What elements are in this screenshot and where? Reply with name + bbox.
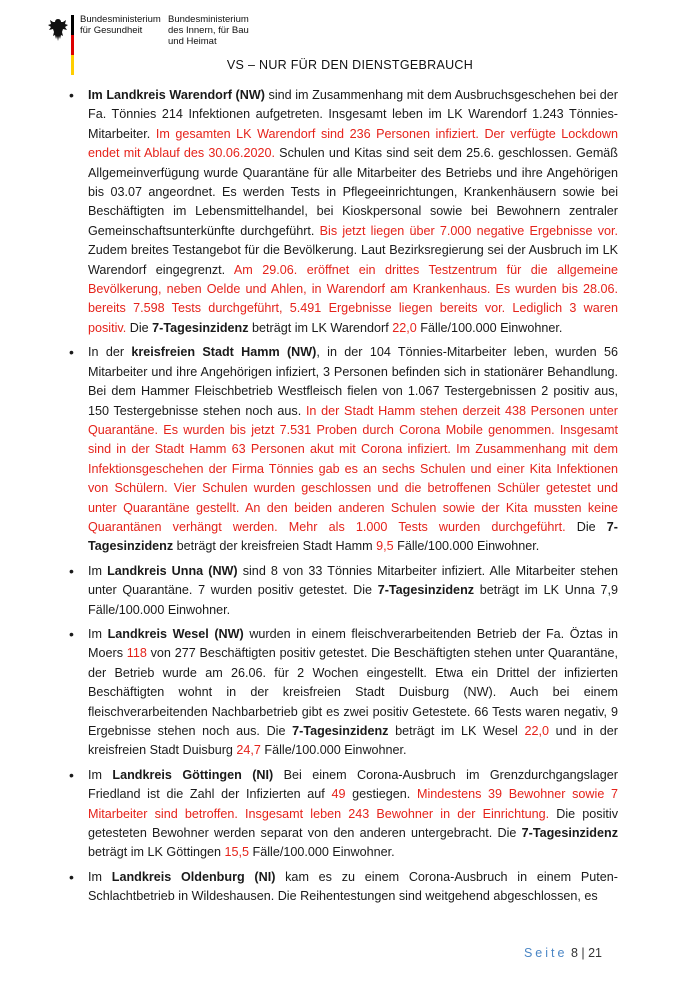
page-footer: Seite 8 | 21	[523, 946, 602, 960]
ministry-health-line2: für Gesundheit	[80, 25, 143, 36]
body-text: wurden in einem fleischverarbeitenden Betrieb der Fa. Öztas in Moers	[88, 626, 618, 661]
bold-text: 7-Tagesinzidenz	[377, 583, 475, 598]
page-number: 8	[570, 946, 578, 960]
ministry-interior-line3: und Heimat	[168, 36, 217, 47]
ministry-interior-line1: Bundesministerium	[168, 14, 249, 25]
flag-red	[71, 35, 74, 55]
body-text: Schulen und Kitas sind seit dem 25.6. geschlossen. Gemäß Allgemeinverfügung wurde Quarantäne für alle Mitarbeiter des Betriebs und ihre Angehörigen bis 03.07 angeordnet. Es werden Tests in Pflegeeinrichtungen, Krankenhäusern sowie bei Beschäftigten im Lebensmittelhandel, bei Kioskpersonal sowie bei Bewohnern zentraler Gemeinschaftsunterkünfte durchgeführt.	[88, 146, 619, 238]
bold-text: 7-Tagesinzidenz	[152, 320, 249, 335]
ministry-health-name	[80, 14, 161, 36]
flag-black	[71, 15, 74, 35]
body-text: Fälle/100.000 Einwohner.	[249, 845, 395, 860]
body-text: von 277 Beschäftigten positiv getestet. Die Beschäftigten stehen unter Quarantäne, der Betrieb wurde am 26.06. für 2 Wochen eingestellt. Etwa ein Drittel der infizierten Beschäftigten wohnt in der kreisfreien Stadt Duisburg (NW). Auch bei einem fleischverarbeitenden Nachbarbetrieb gibt es zwei positiv Getestete. 66 Tests waren negativ, 9 Ergebnisse stehen noch aus. Die	[88, 646, 618, 738]
bold-text: Landkreis Wesel (NW)	[107, 626, 244, 641]
bold-text: Im Landkreis Warendorf (NW)	[88, 88, 265, 102]
seite-label: Seite	[523, 946, 568, 960]
bold-text: 7-Tagesinzidenz	[292, 724, 389, 738]
body-text: gestiegen.	[345, 787, 417, 802]
body-text: sind im Zusammenhang mit dem Ausbruchsgeschehen bei der Fa. Tönnies 214 Infektionen aufgetreten. Insgesamt leben im LK Warendorf 1.243 Tönnies-Mitarbeiter.	[88, 88, 618, 141]
bold-text: 7-Tagesinzidenz	[88, 519, 618, 554]
bold-text: kreisfreien Stadt Hamm (NW)	[131, 345, 317, 360]
body-text: und in der kreisfreien Stadt Duisburg	[88, 724, 618, 758]
body-text: beträgt im LK Göttingen	[88, 845, 225, 860]
bullet-item	[88, 868, 618, 907]
body-text: beträgt im LK Warendorf	[248, 320, 393, 335]
highlighted-update-text: 118	[126, 646, 147, 661]
body-text: Im	[88, 563, 108, 578]
ministry-health-line1: Bundesministerium	[80, 14, 161, 25]
report-body	[88, 86, 618, 912]
body-text: beträgt der kreisfreien Stadt Hamm	[173, 539, 377, 554]
body-text: Im	[88, 626, 108, 641]
body-text: Fälle/100.000 Einwohner.	[393, 539, 540, 554]
body-text: Fälle/100.000 Einwohner.	[416, 320, 563, 335]
bullet-item	[88, 766, 618, 863]
highlighted-update-text: Am 29.06. eröffnet ein drittes Testzentrum für die allgemeine Bevölkerung, neben Oelde und Ahlen, in Warendorf am Krankenhaus. Es wurden bis 28.06. bereits 7.598 Tests durchgeführt, 5.491 Ergebnisse liegen bereits vor. Lediglich 3 waren positiv.	[88, 262, 618, 335]
bold-text: 7-Tagesinzidenz	[521, 826, 618, 841]
body-text: Im	[88, 767, 113, 782]
classification-label: VS – NUR FÜR DEN DIENSTGEBRAUCH	[226, 58, 474, 72]
bullet-item	[88, 625, 618, 761]
body-text: beträgt im LK Unna 7,9 Fälle/100.000 Einwohner.	[88, 583, 618, 617]
bullet-item	[88, 86, 618, 338]
highlighted-update-text: 15,5	[224, 845, 250, 860]
body-text: In der	[88, 345, 132, 360]
highlighted-update-text: 22,0	[524, 724, 549, 738]
ministry-interior-line2: des Innern, für Bau	[168, 25, 249, 36]
bold-text: Landkreis Oldenburg (NI)	[111, 869, 276, 884]
highlighted-update-text: 22,0	[392, 320, 417, 335]
body-text: , in der 104 Tönnies-Mitarbeiter leben, wurden 56 Mitarbeiter und ihre Angehörigen infiziert, 3 Personen befinden sich in stationärer Behandlung. Bei dem Hammer Fleischbetrieb Westfleisch fielen von 1.067 Testergebnissen 2 positiv aus, 150 Testergebnisse stehen noch aus.	[88, 345, 618, 418]
highlighted-update-text: 49	[331, 787, 346, 802]
body-text: Fälle/100.000 Einwohner.	[260, 743, 407, 758]
highlighted-update-text: Im gesamten LK Warendorf sind 236 Personen infiziert. Der verfügte Lockdown endet mit Ablauf des 30.06.2020.	[88, 126, 619, 161]
highlighted-update-text: Mindestens 39 Bewohner sowie 7 Mitarbeiter sind betroffen. Insgesamt leben 243 Bewohner in der Einrichtung.	[88, 787, 619, 821]
bold-text: Landkreis Unna (NW)	[107, 563, 238, 578]
bullet-item	[88, 343, 618, 556]
highlighted-update-text: 24,7	[236, 743, 261, 758]
body-text: Die	[126, 320, 153, 335]
ministry-interior-name	[168, 14, 249, 47]
highlighted-update-text: In der Stadt Hamm stehen derzeit 438 Personen unter Quarantäne. Es wurden bis jetzt 7.531 Proben durch Corona Mobile genommen. Insgesamt sind in der Stadt Hamm 63 Personen akut mit Corona infiziert. Im Zusammenhang mit dem Infektionsgeschehen der Firma Tönnies gab es an sechs Schulen und einer Kita Infektionen von Schülern. Vier Schulen wurden geschlossen und die betroffenen Schüler getestet und unter Quarantäne gestellt. An den beiden anderen Schulen sowie der Kita mussten keine Quarantänen verhängt werden. Mehr als 1.000 Tests wurden durchgeführt.	[88, 403, 618, 534]
district-bullet-list	[88, 86, 618, 907]
body-text: Zudem breites Testangebot für die Bevölkerung. Laut Bezirksregierung sei der Ausbruch im LK Warendorf eingegrenzt.	[88, 243, 618, 277]
body-text: Im	[88, 869, 112, 884]
body-text: sind 8 von 33 Tönnies Mitarbeiter infiziert. Alle Mitarbeiter stehen unter Quarantäne. 7 wurden positiv getestet. Die	[88, 563, 618, 598]
body-text: Die positiv getesteten Bewohner werden separat von den anderen untergebracht. Die	[88, 806, 618, 841]
bullet-item	[88, 562, 618, 620]
bold-text: Landkreis Göttingen (NI)	[112, 767, 274, 782]
highlighted-update-text: 9,5	[376, 539, 394, 554]
page-header	[0, 0, 700, 80]
body-text: Bei einem Corona-Ausbruch im Grenzdurchgangslager Friedland ist die Zahl der Infizierten auf	[88, 767, 618, 802]
total-pages: 21	[588, 946, 602, 960]
body-text: beträgt im LK Wesel	[388, 724, 525, 738]
federal-eagle-icon	[47, 17, 69, 43]
body-text: Die	[565, 519, 607, 534]
body-text: kam es zu einem Corona-Ausbruch in einem Puten-Schlachtbetrieb in Wildeshausen. Die Reihentestungen sind weitgehend abgeschlossen, es	[88, 869, 618, 904]
highlighted-update-text: Bis jetzt liegen über 7.000 negative Ergebnisse vor.	[319, 223, 618, 238]
